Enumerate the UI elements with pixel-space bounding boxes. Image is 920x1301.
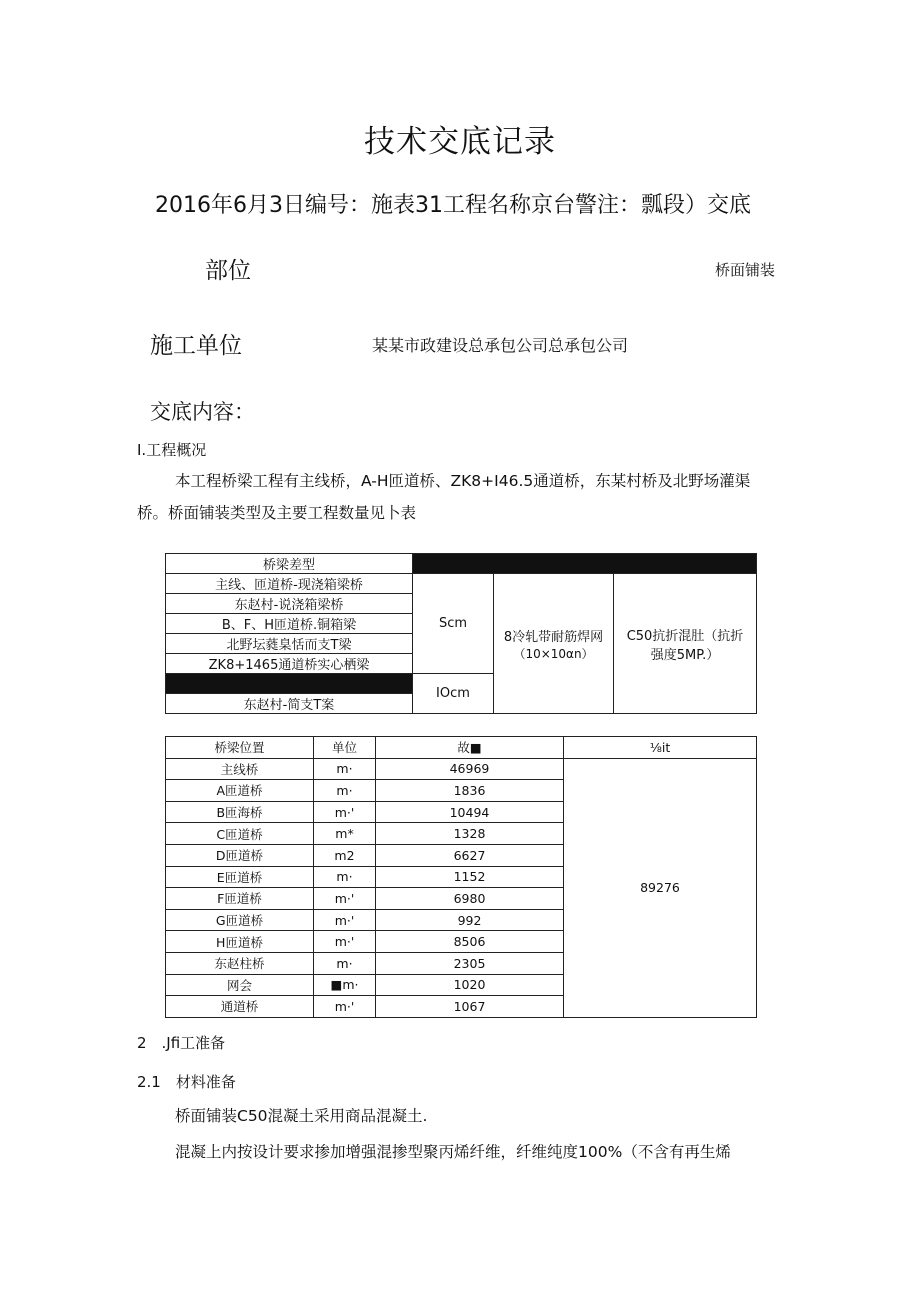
row-quantity: 6980 [376, 888, 564, 910]
row-unit: m·' [314, 801, 376, 823]
section-2-1-heading: 2.1 材料准备 [137, 1073, 236, 1091]
section-1-paragraph: 本工程桥梁工程有主线桥，A-H匝道桥、ZK8+I46.5通道桥，东某村桥及北野场灌渠桥。桥面铺装类型及主要工程数量见卜表 [137, 472, 751, 522]
row-unit: m· [314, 758, 376, 780]
row-quantity: 6627 [376, 844, 564, 866]
row-quantity: 1152 [376, 866, 564, 888]
header-info-line: 2016年6月3日编号：施表31工程名称京台警注：瓢段）交底 [155, 193, 751, 218]
bridge-type-cell: 东赵村-简支T案 [166, 694, 413, 714]
row-quantity: 1067 [376, 996, 564, 1018]
bridge-type-cell: 东赵村-说浇箱梁桥 [166, 594, 413, 614]
row-unit: m· [314, 952, 376, 974]
row-quantity: 2305 [376, 952, 564, 974]
row-location: A匝道桥 [166, 780, 314, 802]
part-label: 部位 [205, 258, 251, 284]
header-total: ⅛it [564, 737, 757, 759]
row-quantity: 8506 [376, 931, 564, 953]
row-unit: m2 [314, 844, 376, 866]
construction-unit-label: 施工单位 [150, 333, 242, 359]
concrete-cell [614, 574, 757, 714]
section-1-heading: I.工程概况 [137, 441, 207, 459]
row-location: D匝道桥 [166, 844, 314, 866]
row-unit: m·' [314, 909, 376, 931]
row-unit: ■m· [314, 974, 376, 996]
table-row [166, 758, 757, 780]
row-quantity: 992 [376, 909, 564, 931]
section-2-1-paragraph-1: 桥面铺装C50混凝土采用商品混凝土. [175, 1107, 428, 1125]
part-value: 桥面铺装 [715, 261, 776, 279]
thickness-cell: Scm [413, 574, 494, 674]
total-cell: 89276 [564, 758, 757, 1017]
thickness-cell: IOcm [413, 674, 494, 714]
bridge-type-cell: 主线、匝道桥-现浇箱梁桥 [166, 574, 413, 594]
concrete-line-1: C50抗折混肚（抗折 [626, 628, 744, 644]
row-quantity: 46969 [376, 758, 564, 780]
bridge-type-cell: 北野坛蕤臬恬而支T梁 [166, 634, 413, 654]
row-unit: m·' [314, 888, 376, 910]
bridge-type-cell: ZK8+1465通道桥实心栖梁 [166, 654, 413, 674]
row-unit: m* [314, 823, 376, 845]
row-location: B匝海桥 [166, 801, 314, 823]
row-location: 主线桥 [166, 758, 314, 780]
blackout-cell [166, 674, 413, 694]
mesh-line-2: （10×10αn） [513, 646, 594, 661]
bridge-type-header: 桥梁差型 [166, 554, 413, 574]
row-quantity: 10494 [376, 801, 564, 823]
row-location: H匝道桥 [166, 931, 314, 953]
quantity-table [165, 736, 757, 1018]
row-location: 网会 [166, 974, 314, 996]
mesh-line-1: 8冷轧带耐筋焊网 [503, 629, 604, 645]
row-location: F匝道桥 [166, 888, 314, 910]
header-blackout [413, 554, 757, 574]
row-quantity: 1328 [376, 823, 564, 845]
row-quantity: 1020 [376, 974, 564, 996]
row-unit: m· [314, 780, 376, 802]
section-2-1-paragraph-2: 混凝上内按设计要求掺加增强混掺型聚丙烯纤维，纤维纯度100%（不含有再生烯 [175, 1143, 731, 1161]
row-unit: m·' [314, 931, 376, 953]
header-location: 桥梁位置 [166, 737, 314, 759]
construction-unit-value: 某某市政建设总承包公司总承包公司 [372, 336, 629, 355]
row-unit: m· [314, 866, 376, 888]
row-location: 东赵柱桥 [166, 952, 314, 974]
row-unit: m·' [314, 996, 376, 1018]
row-location: E匝道桥 [166, 866, 314, 888]
row-location: 通道桥 [166, 996, 314, 1018]
content-label: 交底内容： [150, 400, 255, 424]
mesh-cell [494, 574, 614, 714]
paving-type-table [165, 553, 757, 714]
document-title: 技术交底记录 [364, 124, 556, 160]
row-location: G匝道桥 [166, 909, 314, 931]
concrete-line-2: 强度5MP.） [650, 647, 720, 663]
row-location: C匝道桥 [166, 823, 314, 845]
row-quantity: 1836 [376, 780, 564, 802]
header-unit: 单位 [314, 737, 376, 759]
header-quantity: 故■ [376, 737, 564, 759]
bridge-type-cell: B、F、H匝道桥.铜箱梁 [166, 614, 413, 634]
section-2-heading: 2 .Jfi工准备 [137, 1034, 226, 1052]
